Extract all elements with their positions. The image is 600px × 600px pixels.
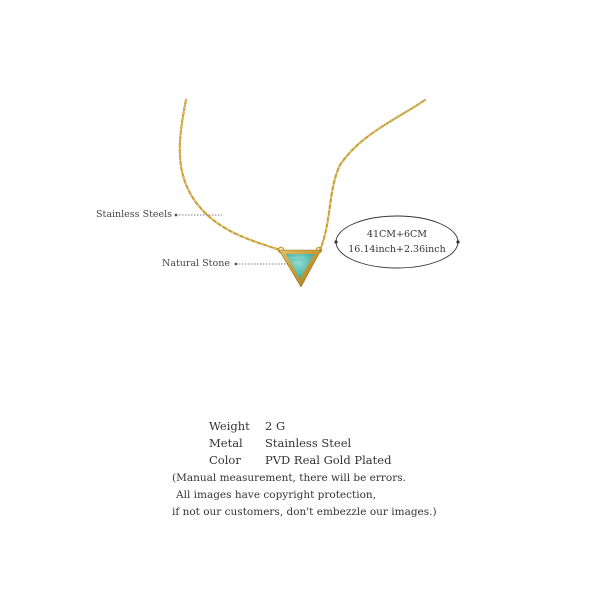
size-metric: 41CM+6CM [366,229,428,240]
spec-weight-value: 2 G [265,419,286,433]
note-line-1: (Manual measurement, there will be errors. [172,472,406,484]
note-line-3: if not our customers, don't embezzle our images.) [172,506,437,518]
spec-weight-key: Weight [209,419,250,433]
chain-left [180,100,280,250]
size-ellipse [336,216,458,268]
spec-color-value: PVD Real Gold Plated [265,453,392,467]
pendant [278,247,321,287]
natural-stone-label: Natural Stone [162,258,230,269]
spec-color-key: Color [209,453,241,467]
spec-metal-key: Metal [209,436,243,450]
spec-metal-value: Stainless Steel [265,436,352,450]
chain-right [320,100,425,250]
size-imperial: 16.14inch+2.36inch [348,244,446,255]
note-line-2: All images have copyright protection, [176,489,377,501]
stainless-steels-label: Stainless Steels [96,209,173,220]
